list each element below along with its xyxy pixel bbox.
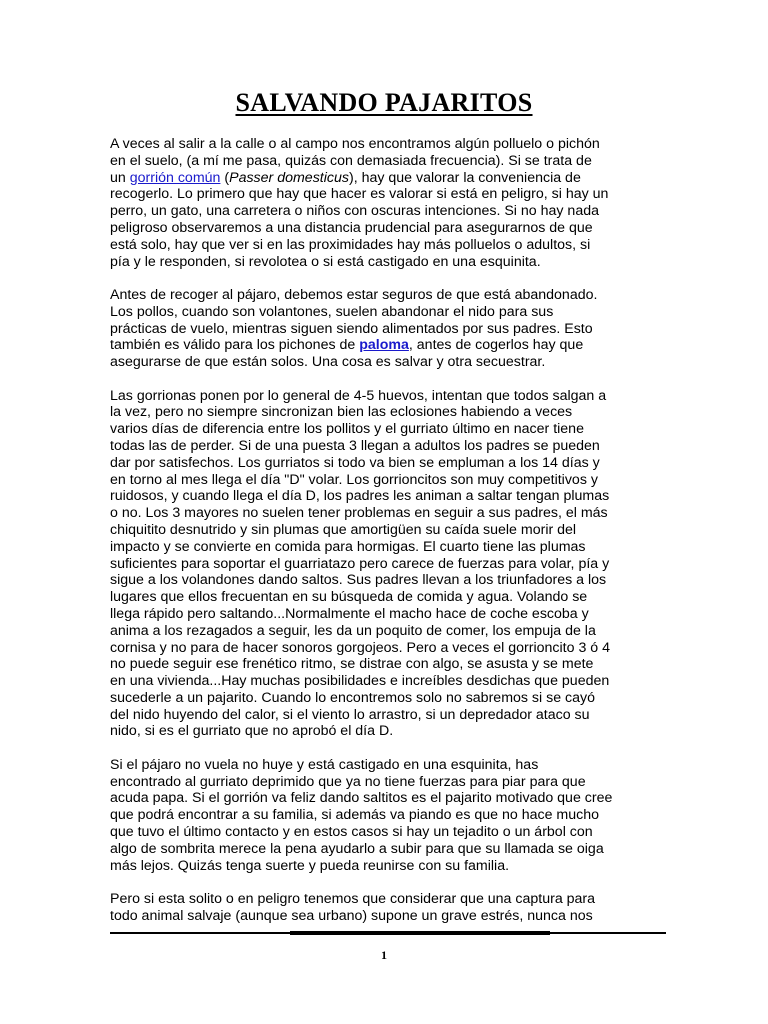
- paragraph-4: [110, 757, 666, 875]
- text-line: prácticas de vuelo, mientras siguen siendo alimentados por sus padres. Esto: [110, 320, 593, 337]
- text-line: que tuvo el último contacto y en estos casos si hay un tejadito o un árbol con: [110, 824, 593, 841]
- text-line: cornisa y no para de hacer sonoros gorgojeos. Pero a veces el gorrioncito 3 ó 4: [110, 639, 611, 656]
- paragraph-1: [110, 136, 666, 270]
- text-line: más lejos. Quizás tenga suerte y pueda reunirse con su familia.: [110, 857, 510, 874]
- text-line: del nido huyendo del calor, si el viento lo arrastro, si un depredador ataco su: [110, 706, 590, 723]
- text-line: suficientes para soportar el guarriatazo pero carece de fuerzas para volar, pía y: [110, 555, 610, 572]
- text-line: Si el pájaro no vuela no huye y está castigado en una esquinita, has: [110, 756, 539, 773]
- text-line: ruidosos, y cuando llega el día D, los padres les animan a saltar tengan plumas: [110, 488, 610, 505]
- text-line: impacto y se convierte en comida para hormigas. El cuarto tiene las plumas: [110, 538, 586, 555]
- text-line: sucederle a un pajarito. Cuando lo encontremos solo no sabremos si se cayó: [110, 689, 596, 706]
- text-line: en torno al mes llega el día "D" volar. Los gorrioncitos son muy competitivos y: [110, 471, 598, 488]
- text-line: dar por satisfechos. Los gurriatos si todo va bien se empluman a los 14 días y: [110, 454, 600, 471]
- text-line: no puede seguir ese frenético ritmo, se distrae con algo, se asusta y se mete: [110, 656, 594, 673]
- text-run: (: [220, 169, 230, 186]
- text-line: Antes de recoger al pájaro, debemos estar seguros de que está abandonado.: [110, 286, 598, 303]
- text-line: Los pollos, cuando son volantones, suelen abandonar el nido para sus: [110, 303, 554, 320]
- text-line: todas las de perder. Si de una puesta 3 llegan a adultos los padres se pueden: [110, 437, 600, 454]
- text-line: en el suelo, (a mí me pasa, quizás con demasiada frecuencia). Si se trata de: [110, 152, 592, 169]
- text-line: la vez, pero no siempre sincronizan bien las eclosiones habiendo a veces: [110, 404, 573, 421]
- text-line: Las gorrionas ponen por lo general de 4-5 huevos, intentan que todos salgan a: [110, 387, 607, 404]
- text-run: , antes de cogerlos hay que: [408, 337, 584, 354]
- text-line: encontrado al gurriato deprimido que ya no tiene fuerzas para piar para que: [110, 773, 586, 790]
- text-line: [110, 337, 666, 354]
- text-line: sigue a los volandones dando saltos. Sus padres llevan a los triunfadores a los: [110, 572, 607, 589]
- text-run: también es válido para los pichones de: [110, 337, 360, 354]
- text-line: A veces al salir a la calle o al campo nos encontramos algún polluelo o pichón: [110, 136, 600, 152]
- page-number: 1: [381, 948, 387, 962]
- text-line: perro, un gato, una carretera o niños con oscuras intenciones. Si no hay nada: [110, 203, 599, 220]
- species-name: Passer domesticus: [229, 169, 349, 186]
- text-run: un: [110, 169, 130, 186]
- footer-divider: [110, 932, 666, 934]
- text-line: llega rápido pero saltando...Normalmente el macho hace de coche escoba y: [110, 605, 589, 622]
- text-line: Pero si esta solito o en peligro tenemos que considerar que una captura para: [110, 891, 596, 908]
- text-line: [110, 170, 666, 187]
- text-line: recogerlo. Lo primero que hay que hacer es valorar si está en peligro, si hay un: [110, 186, 609, 203]
- text-line: varios días de diferencia entre los pollitos y el gurriato último en nacer tiene: [110, 421, 584, 438]
- text-line: que podrá encontrar a su familia, si además va piando es que no hace mucho: [110, 807, 599, 824]
- text-line: todo animal salvaje (aunque sea urbano) supone un grave estrés, nunca nos: [110, 907, 593, 924]
- text-line: pía y le responden, si revolotea o si está castigado en una esquinita.: [110, 253, 541, 270]
- paragraph-3: [110, 388, 666, 741]
- text-line: nido, si es el gurriato que no aprobó el día D.: [110, 723, 394, 740]
- text-line: acuda papa. Si el gorrión va feliz dando saltitos es el pajarito motivado que cree: [110, 790, 613, 807]
- text-line: está solo, hay que ver si en las proximidades hay más polluelos o adultos, si: [110, 236, 591, 253]
- link-gorrion-comun[interactable]: gorrión común: [129, 169, 221, 186]
- text-line: chiquitito desnutrido y sin plumas que amortigüen su caída suele morir del: [110, 521, 577, 538]
- text-line: o no. Los 3 mayores no suelen tener problemas en seguir a sus padres, el más: [110, 505, 608, 522]
- link-paloma[interactable]: paloma: [359, 337, 409, 354]
- text-line: algo de sombrita merece la pena ayudarlo a subir para que su llamada se oiga: [110, 840, 604, 857]
- text-line: anima a los rezagados a seguir, les da un poquito de comer, los empuja de la: [110, 622, 596, 639]
- text-line: asegurarse de que están solos. Una cosa es salvar y otra secuestrar.: [110, 354, 546, 371]
- paragraph-5: [110, 891, 666, 925]
- text-line: peligroso observaremos a una distancia prudencial para asegurarnos de que: [110, 219, 593, 236]
- text-line: lugares que ellos frecuentan en su búsqueda de comida y agua. Volando se: [110, 589, 588, 606]
- document-body: [110, 136, 666, 941]
- text-run: ), hay que valorar la conveniencia de: [348, 169, 581, 186]
- text-line: en una vivienda...Hay muchas posibilidades e increíbles desdichas que pueden: [110, 673, 610, 690]
- paragraph-2: [110, 287, 666, 371]
- document-title: SALVANDO PAJARITOS: [235, 88, 533, 117]
